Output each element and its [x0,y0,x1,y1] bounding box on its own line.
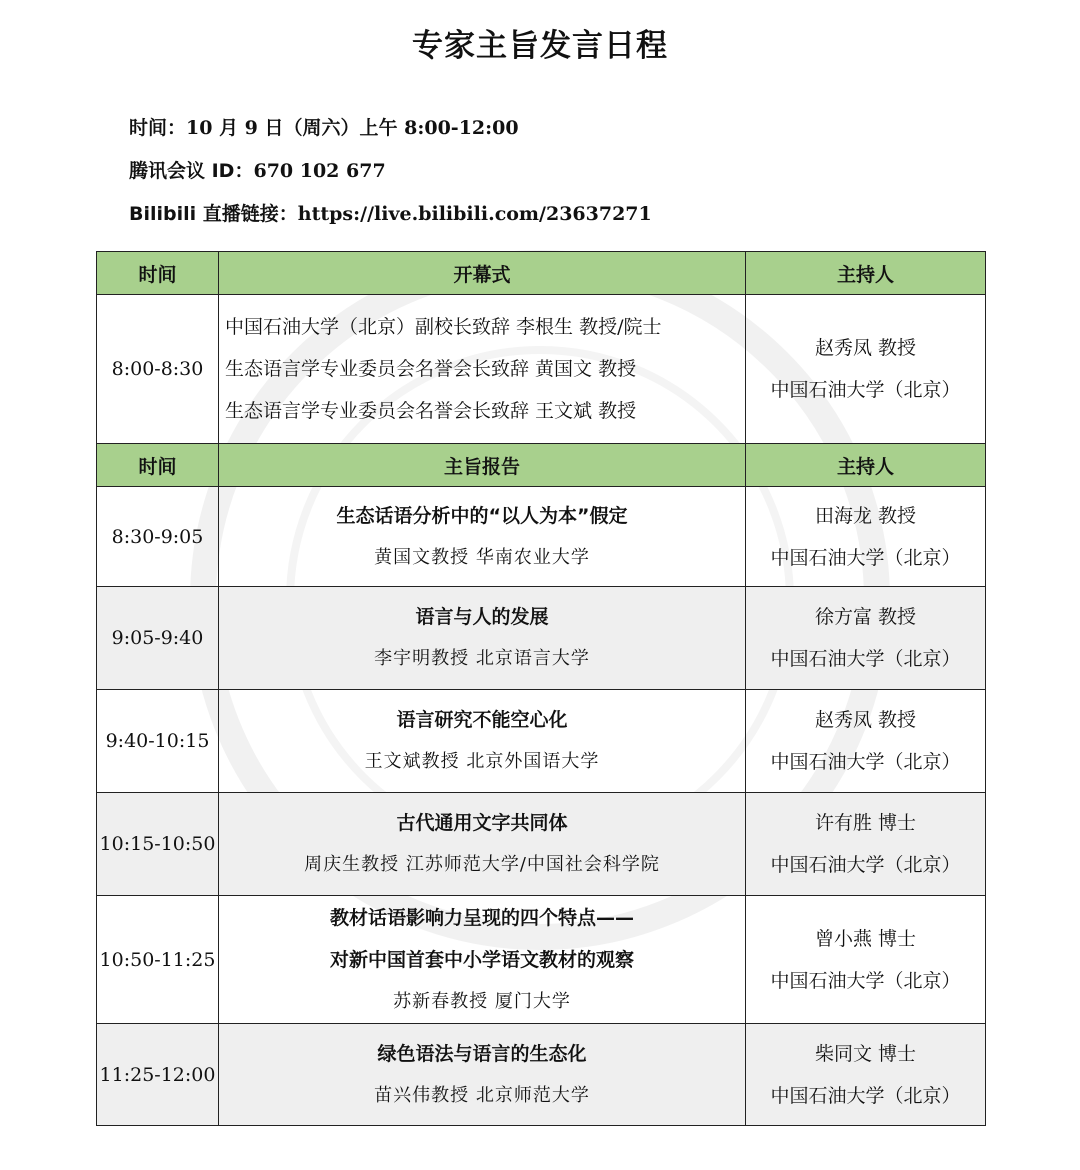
talk-host [746,487,986,587]
talk-title: 绿色语法与语言的生态化 [377,1042,587,1065]
header-time: 时间 [97,444,219,487]
opening-row [97,295,986,444]
talk-speaker: 苗兴伟教授 北京师范大学 [374,1084,590,1106]
opening-line: 中国石油大学（北京）副校长致辞 李根生 教授/院士 [225,316,662,338]
header-time: 时间 [97,252,219,295]
talk-cell [219,487,746,587]
talk-speaker: 李宇明教授 北京语言大学 [374,648,590,669]
info-meeting [129,156,386,183]
keynote-row [97,487,986,587]
opening-header-row [97,252,986,295]
header-host: 主持人 [746,252,986,295]
host-name: 田海龙 教授 [814,504,917,527]
info-time-label: 时间： [129,117,187,139]
header-keynote: 主旨报告 [219,444,746,487]
talk-time: 10:50-11:25 [97,896,219,1024]
header-opening: 开幕式 [219,252,746,295]
keynote-row [97,896,986,1024]
talk-title: 教材话语影响力呈现的四个特点—— [329,906,634,929]
info-time-value: 10 月 9 日（周六）上午 8:00-12:00 [186,117,519,139]
talk-title: 古代通用文字共同体 [396,812,568,834]
host-org: 中国石油大学（北京） [770,854,961,876]
host-name: 徐方富 教授 [814,606,917,628]
host-name: 曾小燕 博士 [814,927,917,950]
talk-host [746,1024,986,1126]
opening-time: 8:00-8:30 [97,295,219,444]
info-meeting-label: 腾讯会议 ID： [129,160,254,182]
talk-time: 9:40-10:15 [97,690,219,793]
talk-host [746,587,986,690]
talk-cell [219,587,746,690]
talk-speaker: 黄国文教授 华南农业大学 [374,546,590,568]
talk-cell [219,690,746,793]
host-org: 中国石油大学（北京） [770,1084,961,1107]
info-live-value[interactable]: https://live.bilibili.com/23637271 [297,203,652,225]
talk-host [746,793,986,896]
talk-title: 语言与人的发展 [415,606,549,628]
talk-speaker: 王文斌教授 北京外国语大学 [364,751,600,772]
info-meeting-value: 670 102 677 [253,160,386,182]
talk-title: 生态话语分析中的“以人为本”假定 [336,504,628,527]
keynote-row [97,690,986,793]
keynote-row [97,793,986,896]
talk-cell [219,793,746,896]
talk-time: 10:15-10:50 [97,793,219,896]
talk-cell [219,1024,746,1126]
talk-cell [219,896,746,1024]
talk-speaker: 周庆生教授 江苏师范大学/中国社会科学院 [304,854,660,875]
keynote-row [97,587,986,690]
host-org: 中国石油大学（北京） [770,969,961,992]
keynote-row [97,1024,986,1126]
talk-speaker: 苏新春教授 厦门大学 [393,990,571,1012]
info-time [129,113,519,140]
info-live-label: Bilibili 直播链接： [129,203,298,225]
talk-title: 语言研究不能空心化 [396,709,568,731]
info-live [129,199,652,226]
host-org: 中国石油大学（北京） [770,546,961,569]
host-name: 赵秀凤 教授 [814,709,917,731]
talk-time: 11:25-12:00 [97,1024,219,1126]
page-title: 专家主旨发言日程 [412,28,668,64]
host-org: 中国石油大学（北京） [770,379,961,401]
talk-time: 8:30-9:05 [97,487,219,587]
host-name: 赵秀凤 教授 [814,337,917,359]
opening-host [746,295,986,444]
schedule-table [96,251,986,1126]
talk-host [746,896,986,1024]
host-org: 中国石油大学（北京） [770,648,961,670]
header-host: 主持人 [746,444,986,487]
host-name: 许有胜 博士 [814,812,917,834]
talk-time: 9:05-9:40 [97,587,219,690]
opening-line: 生态语言学专业委员会名誉会长致辞 黄国文 教授 [225,358,637,380]
opening-line: 生态语言学专业委员会名誉会长致辞 王文斌 教授 [225,400,637,422]
talk-title-line2: 对新中国首套中小学语文教材的观察 [329,948,634,971]
opening-lines [219,295,746,444]
host-org: 中国石油大学（北京） [770,751,961,773]
talk-host [746,690,986,793]
host-name: 柴同文 博士 [814,1042,917,1065]
keynote-header-row [97,444,986,487]
